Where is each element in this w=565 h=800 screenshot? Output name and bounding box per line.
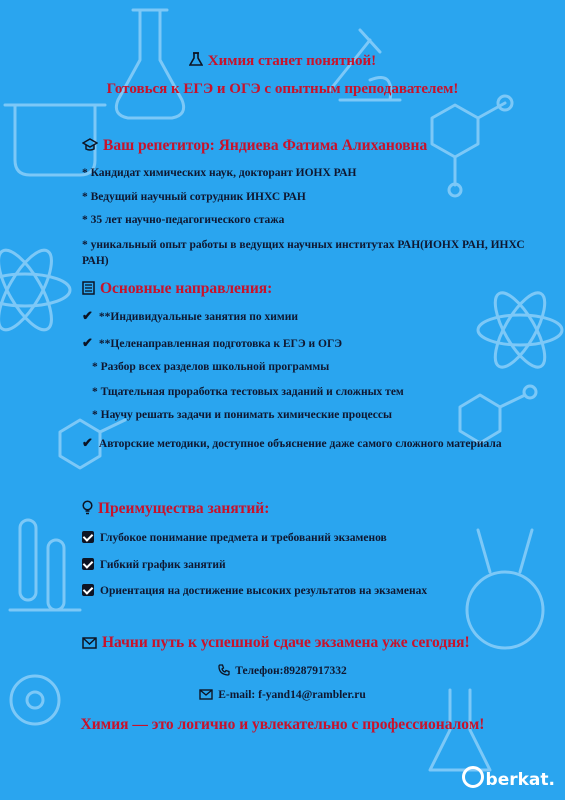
tutor-item: * Ведущий научный сотрудник ИНХС РАН: [82, 191, 306, 203]
logo-icon: [462, 766, 484, 788]
tutor-item: * 35 лет научно-педагогического стажа: [82, 214, 285, 226]
book-icon: [82, 281, 95, 300]
cta-title: [82, 634, 470, 654]
header-line-1: [0, 52, 565, 72]
check-icon: ✔: [82, 308, 93, 323]
check-icon: ✔: [82, 335, 93, 350]
check-icon: ✔: [82, 435, 93, 450]
advantages-item: Ориентация на достижение высоких результатов на экзаменах: [82, 584, 427, 597]
phone-icon: [218, 664, 230, 679]
directions-item: ✔ **Целенаправленная подготовка к ЕГЭ и ОГЭ: [82, 335, 343, 350]
tutor-title: [82, 137, 427, 157]
directions-subitem: * Разбор всех разделов школьной программы: [92, 361, 330, 373]
phone-text[interactable]: Телефон:89287917332: [235, 665, 347, 677]
flask-icon: [189, 52, 203, 72]
directions-title-text: Основные направления:: [100, 280, 273, 297]
header-line-1-text: Химия станет понятной!: [207, 53, 377, 69]
directions-item: ✔ Авторские методики, доступное объяснение даже самого сложного материала: [82, 435, 502, 450]
slogan: Химия — это логично и увлекательно с профессионалом!: [80, 716, 485, 733]
directions-subitem: * Научу решать задачи и понимать химические процессы: [92, 409, 392, 421]
cta-title-text: Начни путь к успешной сдаче экзамена уже сегодня!: [102, 634, 470, 651]
directions-subitem: * Тщательная проработка тестовых заданий и сложных тем: [92, 386, 404, 398]
directions-item: ✔ **Индивидуальные занятия по химии: [82, 308, 298, 323]
envelope-icon: [82, 636, 97, 654]
check-icon: [82, 558, 94, 570]
email-line: [0, 689, 565, 703]
advantages-title-text: Преимущества занятий:: [98, 500, 270, 517]
graduation-cap-icon: [82, 138, 98, 157]
advantages-title: [82, 500, 269, 520]
check-icon: [82, 531, 94, 543]
phone-line: [0, 664, 565, 679]
advantages-item: Глубокое понимание предмета и требований экзаменов: [82, 531, 387, 544]
mail-icon: [199, 689, 213, 703]
header-line-2: Готовься к ЕГЭ и ОГЭ с опытным преподавателем!: [106, 81, 459, 97]
berkat-logo: berkat.: [462, 766, 555, 790]
light-bulb-icon: [82, 500, 93, 520]
tutor-item: * Кандидат химических наук, докторант ИОНХ РАН: [82, 167, 357, 179]
check-icon: [82, 584, 94, 596]
advantages-item: Гибкий график занятий: [82, 558, 226, 571]
email-text[interactable]: E-mail: f-yand14@rambler.ru: [218, 689, 366, 701]
tutor-title-text: Ваш репетитор: Яндиева Фатима Алихановна: [103, 137, 428, 154]
directions-title: [82, 280, 272, 300]
tutor-item: * уникальный опыт работы в ведущих научных институтах РАН(ИОНХ РАН, ИНХС РАН): [82, 239, 525, 267]
